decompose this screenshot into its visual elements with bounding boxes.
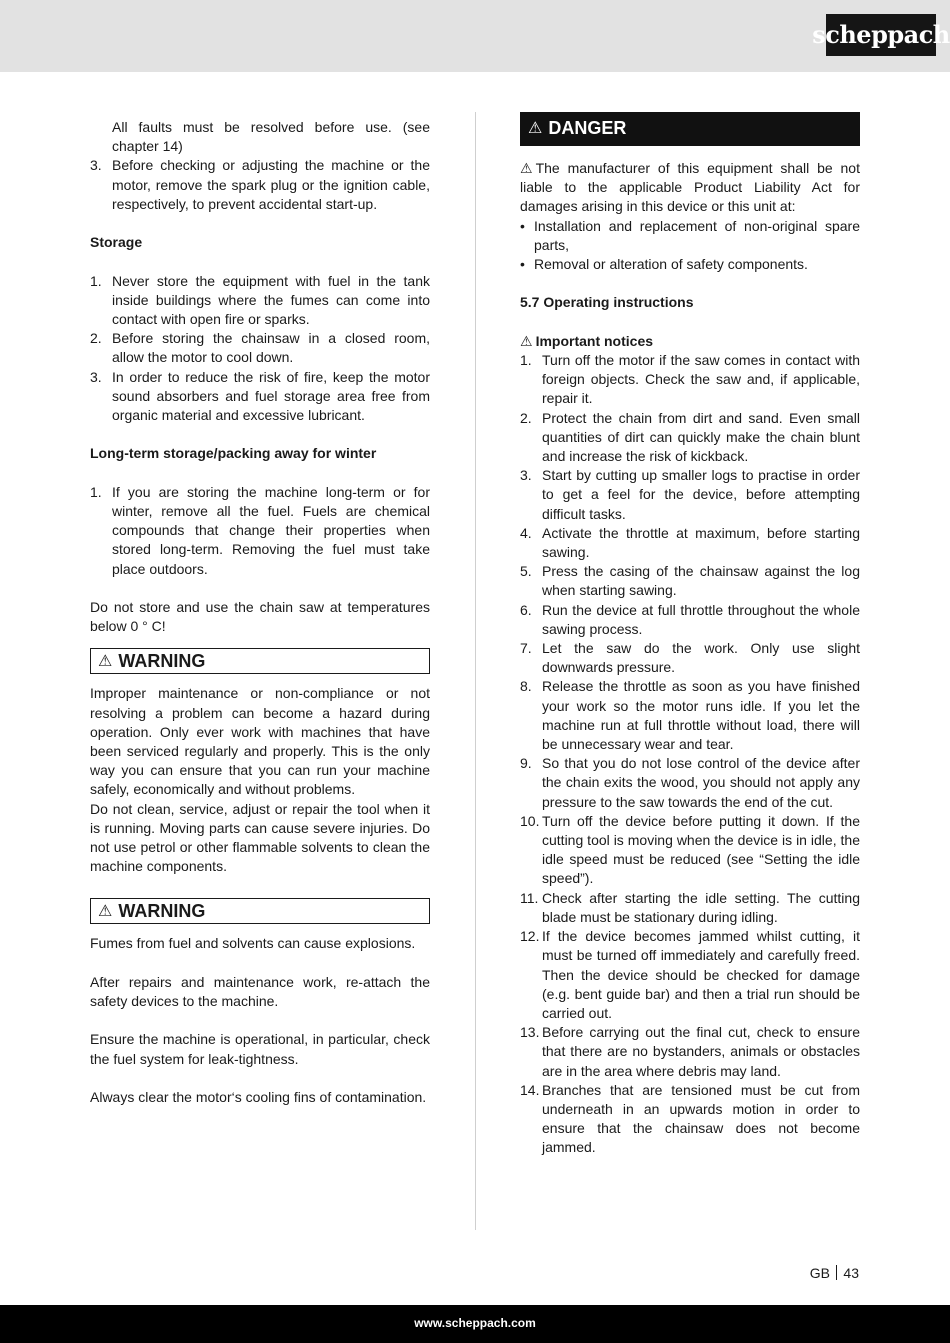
- warning-title: WARNING: [118, 650, 206, 671]
- footer-bar: [0, 1305, 950, 1343]
- page-number-value: 43: [843, 1265, 859, 1281]
- warning-box: [90, 898, 430, 924]
- warning-box: [90, 648, 430, 674]
- language-code: GB: [809, 1265, 830, 1281]
- list-item: 11. Check after starting the idle setting. The cutting blade must be stationary during idling.: [520, 889, 860, 925]
- list-item: 6. Run the device at full throttle throughout the whole sawing process.: [520, 601, 860, 637]
- paragraph: Ensure the machine is operational, in particular, check the fuel system for leak-tightness.: [90, 1031, 430, 1067]
- scheppach-logo: scheppach: [826, 14, 936, 56]
- list-item: 13. Before carrying out the final cut, check to ensure that there are no bystanders, animals or obstacles are in the area where debris may land.: [520, 1024, 860, 1079]
- list-item: 3. Start by cutting up smaller logs to practise in order to get a feel for the device, before attempting difficult tasks.: [520, 467, 860, 522]
- longterm-storage-heading: Long-term storage/packing away for winter: [90, 445, 377, 462]
- column-divider: [475, 112, 476, 1230]
- list-item: 2. Before storing the chainsaw in a closed room, allow the motor to cool down.: [90, 330, 430, 366]
- left-column: [90, 118, 430, 1107]
- paragraph: After repairs and maintenance work, re-attach the safety devices to the machine.: [90, 973, 430, 1010]
- danger-text: ⚠ The manufacturer of this equipment shall be not liable to the applicable Product Liability Act for damages arising in this device or this unit at:: [520, 160, 860, 215]
- danger-box: [520, 112, 860, 146]
- list-item: 10. Turn off the device before putting it down. If the cutting tool is moving when the device is in idle, the idle speed must be reduced (see “Setting the idle speed”).: [520, 812, 860, 887]
- list-item: 4. Activate the throttle at maximum, before starting sawing.: [520, 524, 860, 561]
- right-column: [520, 118, 860, 1158]
- storage-list: [90, 272, 430, 426]
- list-item: 8. Release the throttle as soon as you have finished your work so the motor runs idle. If you let the machine run at full throttle without load, there will be unnecessary wear and tear.: [520, 678, 860, 753]
- list-item-continuation: All faults must be resolved before use. (see chapter 14): [112, 119, 430, 155]
- warning-triangle-icon: ⚠: [528, 120, 543, 138]
- operating-instructions-list: [520, 351, 860, 1158]
- danger-bullet-list: [520, 217, 860, 275]
- list-item: 1. If you are storing the machine long-term or for winter, remove all the fuel. Fuels are chemical compounds that change their properties when stored long-term. Removing the fuel must take place outdoors.: [90, 483, 430, 577]
- list-item: 5. Press the casing of the chainsaw against the log when starting sawing.: [520, 563, 860, 599]
- list-item: • Installation and replacement of non-original spare parts,: [520, 217, 860, 253]
- header-bar: [0, 0, 950, 72]
- list-item: 9. So that you do not lose control of the device after the chain exits the wood, you should not apply any pressure to the saw towards the end of the cut.: [520, 755, 860, 810]
- warning-triangle-icon: ⚠: [98, 902, 113, 920]
- page-number: [810, 1264, 859, 1283]
- warning-triangle-icon: ⚠: [98, 652, 113, 670]
- warning-triangle-icon: ⚠: [520, 160, 533, 176]
- notices-heading: ⚠ Important notices: [520, 332, 860, 351]
- list-item: 3. In order to reduce the risk of fire, keep the motor sound absorbers and fuel storage area free from organic material and excessive lubricant.: [90, 368, 430, 424]
- website-link[interactable]: www.scheppach.com: [414, 1316, 536, 1331]
- temperature-note: Do not store and use the chain saw at temperatures below 0 ° C!: [90, 599, 430, 635]
- warning-text: Do not clean, service, adjust or repair the tool when it is running. Moving parts can cause severe injuries. Do not use petrol or other flammable solvents to clean the machine components.: [90, 800, 430, 875]
- list-item: 1. Turn off the motor if the saw comes in contact with foreign objects. Check the saw and, if applicable, repair it.: [520, 352, 860, 407]
- warning-text: Improper maintenance or non-compliance or not resolving a problem can become a hazard during operation. Only ever work with machines that have been serviced regularly and properly. This is the only way you can ensure that you can run your machine safely, economically and without problems.: [90, 685, 430, 798]
- warning-triangle-icon: ⚠: [520, 332, 533, 349]
- section-heading: 5.7 Operating instructions: [520, 294, 694, 311]
- warning-text: Fumes from fuel and solvents can cause explosions.: [90, 935, 416, 952]
- list-item: 14. Branches that are tensioned must be cut from underneath in an upwards motion in order to ensure that the chainsaw does not become jammed.: [520, 1081, 860, 1156]
- danger-title: DANGER: [548, 118, 627, 139]
- maintenance-list: [90, 156, 430, 214]
- list-item: 1. Never store the equipment with fuel in the tank inside buildings where the fumes can come into contact with open fire or sparks.: [90, 272, 430, 327]
- longterm-list: [90, 483, 430, 579]
- warning-title: WARNING: [118, 900, 206, 921]
- list-item: 12. If the device becomes jammed whilst cutting, it must be turned off immediately and carefully freed. Then the device should be checked for damage (e.g. bent guide bar) and then a trial run should be carried out.: [520, 928, 860, 1021]
- list-item: 2. Protect the chain from dirt and sand. Even small quantities of dirt can quickly make the chain blunt and increase the risk of kickback.: [520, 409, 860, 465]
- list-item: 7. Let the saw do the work. Only use slight downwards pressure.: [520, 640, 860, 676]
- paragraph: Always clear the motor‘s cooling fins of contamination.: [90, 1089, 427, 1106]
- storage-heading: Storage: [90, 234, 143, 251]
- list-item: • Removal or alteration of safety components.: [520, 256, 808, 273]
- list-item: 3. Before checking or adjusting the machine or the motor, remove the spark plug or the ignition cable, respectively, to prevent accidental start-up.: [90, 157, 430, 212]
